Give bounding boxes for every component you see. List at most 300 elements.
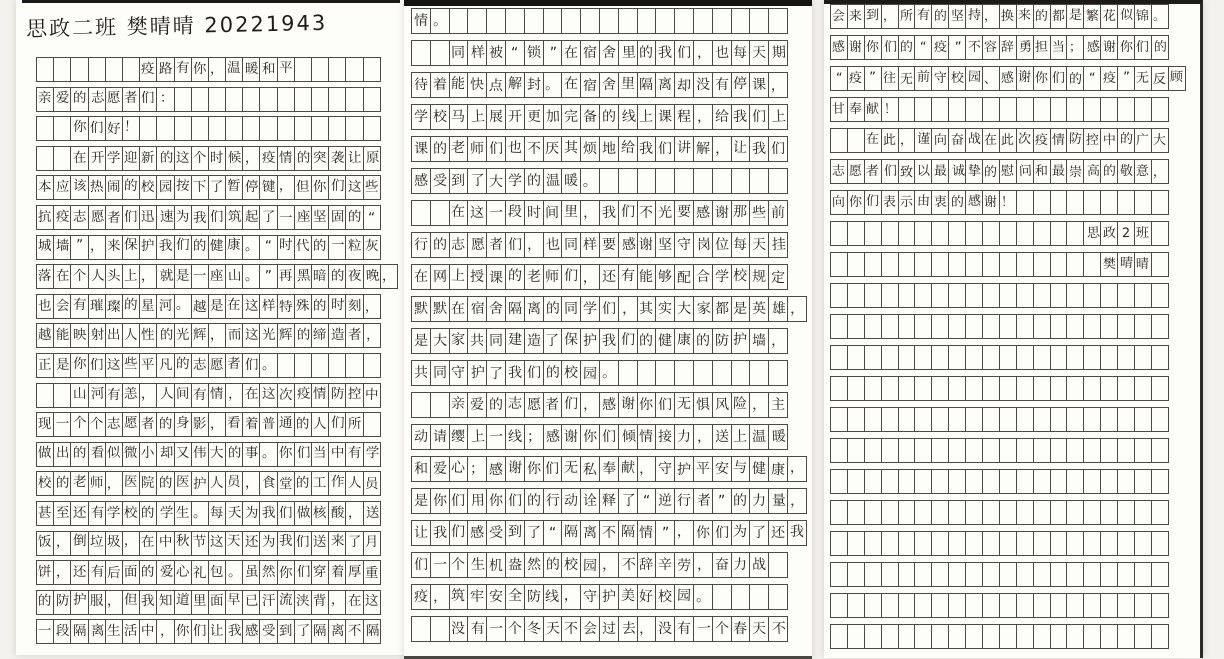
char-cell: 志 — [70, 205, 88, 230]
char-cell: 解 — [505, 72, 525, 98]
grid-row — [411, 360, 807, 386]
char-cell: 情 — [637, 424, 657, 450]
char-cell — [965, 500, 983, 525]
char-cell: ， — [242, 471, 260, 496]
char-cell: ， — [637, 616, 657, 642]
char-cell: 暗 — [311, 264, 329, 289]
char-cell: 身 — [174, 412, 192, 437]
char-cell: 校 — [948, 66, 966, 91]
char-cell: 你 — [311, 175, 329, 200]
char-cell: 线 — [618, 104, 638, 130]
char-cell: 礼 — [191, 560, 209, 585]
char-cell: 奋 — [712, 552, 732, 578]
char-cell: 在 — [225, 294, 243, 319]
char-cell — [731, 8, 751, 34]
char-cell: 汗 — [259, 590, 277, 615]
char-cell — [1134, 190, 1152, 215]
char-cell: 的 — [1100, 159, 1118, 184]
student-header-note: 思政二班 樊晴晴 20221943 — [25, 10, 328, 42]
char-cell — [1117, 407, 1135, 432]
char-cell: 凡 — [156, 353, 174, 378]
char-cell — [1151, 252, 1169, 277]
char-cell: ； — [467, 456, 487, 482]
char-cell — [1016, 376, 1034, 401]
char-cell: 是 — [731, 296, 751, 322]
char-cell: 。 — [191, 501, 209, 526]
char-cell — [1083, 376, 1101, 401]
char-cell — [830, 531, 848, 556]
char-cell: 有 — [712, 72, 732, 98]
char-cell: 了 — [259, 205, 277, 230]
char-cell: ” — [948, 35, 966, 60]
char-cell: 授 — [467, 264, 487, 290]
char-cell — [1134, 624, 1152, 649]
char-cell: 们 — [505, 232, 525, 258]
char-cell — [328, 353, 346, 378]
char-cell: 还 — [242, 531, 260, 556]
char-cell: ， — [105, 590, 123, 615]
grid-row — [830, 221, 1186, 246]
char-cell: 是 — [53, 353, 71, 378]
char-cell — [1066, 97, 1084, 122]
char-cell — [1134, 407, 1152, 432]
char-cell: 映 — [70, 323, 88, 348]
char-cell — [965, 283, 983, 308]
char-cell: 筑 — [225, 205, 243, 230]
char-cell: 你 — [191, 57, 209, 82]
char-cell: 里 — [561, 200, 581, 226]
char-cell: 我 — [225, 619, 243, 644]
char-cell — [914, 376, 932, 401]
char-cell: 园 — [674, 584, 694, 610]
char-cell — [982, 221, 1000, 246]
char-cell: 没 — [693, 72, 713, 98]
char-cell: 我 — [191, 205, 209, 230]
char-cell: 让 — [731, 136, 751, 162]
char-cell: 人 — [311, 412, 329, 437]
char-cell — [1033, 97, 1051, 122]
char-cell — [948, 376, 966, 401]
char-cell: 天 — [749, 232, 769, 258]
char-cell: 冬 — [524, 616, 544, 642]
char-cell: ， — [208, 412, 226, 437]
grid-row — [830, 469, 1186, 494]
char-cell — [847, 531, 865, 556]
char-cell — [618, 8, 638, 34]
char-cell — [1151, 438, 1169, 463]
grid-row — [36, 235, 398, 260]
char-cell: 的 — [931, 4, 949, 29]
char-cell — [898, 221, 916, 246]
char-cell: 速 — [156, 205, 174, 230]
char-cell: 的 — [982, 159, 1000, 184]
char-cell: 师 — [88, 471, 106, 496]
char-cell — [53, 116, 71, 141]
char-cell: 坚 — [655, 232, 675, 258]
char-cell: 温 — [749, 424, 769, 450]
char-cell: 一 — [486, 200, 506, 226]
char-cell — [999, 624, 1017, 649]
char-cell: 封 — [524, 72, 544, 98]
char-cell: 看 — [88, 442, 106, 467]
char-cell: 解 — [693, 136, 713, 162]
char-cell: ， — [580, 200, 600, 226]
char-cell: 厌 — [543, 136, 563, 162]
char-cell: ， — [139, 264, 157, 289]
char-cell: 的 — [599, 104, 619, 130]
char-cell: 当 — [311, 442, 329, 467]
char-cell: 致 — [898, 159, 916, 184]
char-cell — [1100, 345, 1118, 370]
char-cell: 有 — [174, 57, 192, 82]
char-cell: 过 — [599, 616, 619, 642]
char-cell: 献 — [864, 97, 882, 122]
char-cell: 出 — [53, 442, 71, 467]
char-cell — [1117, 190, 1135, 215]
char-cell: 学 — [580, 296, 600, 322]
char-cell: 原 — [363, 146, 381, 171]
char-cell — [1066, 252, 1084, 277]
char-cell — [948, 345, 966, 370]
char-cell — [914, 221, 932, 246]
char-cell — [965, 376, 983, 401]
char-cell — [931, 252, 949, 277]
char-cell — [543, 8, 563, 34]
char-cell: 愿 — [105, 87, 123, 112]
char-cell: 迎 — [122, 146, 140, 171]
char-cell: 你 — [580, 424, 600, 450]
char-cell — [328, 87, 346, 112]
char-cell — [1066, 407, 1084, 432]
char-cell: 们 — [242, 353, 260, 378]
char-cell: 平 — [277, 57, 295, 82]
char-cell: 受 — [486, 520, 506, 546]
char-cell — [982, 345, 1000, 370]
char-cell — [36, 57, 54, 82]
char-cell: 做 — [36, 442, 54, 467]
char-cell: 不 — [561, 616, 581, 642]
char-cell — [1050, 314, 1068, 339]
char-cell: 有 — [914, 4, 932, 29]
char-cell: 爱 — [156, 560, 174, 585]
char-cell — [898, 500, 916, 525]
char-cell — [674, 360, 694, 386]
char-cell: ， — [208, 323, 226, 348]
char-cell: 挂 — [768, 232, 788, 258]
char-cell: 健 — [655, 328, 675, 354]
char-cell: 缔 — [311, 323, 329, 348]
char-cell: ； — [1066, 35, 1084, 60]
char-cell: 间 — [543, 200, 563, 226]
char-cell: 讲 — [674, 136, 694, 162]
char-cell — [948, 221, 966, 246]
char-cell: 人 — [208, 471, 226, 496]
char-cell — [982, 283, 1000, 308]
char-cell: 爱 — [430, 456, 450, 482]
char-cell: 了 — [749, 520, 769, 546]
char-cell: 让 — [208, 619, 226, 644]
char-cell: 护 — [674, 456, 694, 482]
char-cell — [768, 360, 788, 386]
char-cell: 挚 — [965, 159, 983, 184]
char-cell: 的 — [637, 40, 657, 66]
char-cell: 粒 — [345, 235, 363, 260]
char-cell: 广 — [1134, 128, 1152, 153]
grid-row — [411, 72, 807, 98]
char-cell: 锦 — [1134, 4, 1152, 29]
char-cell: 辉 — [277, 323, 295, 348]
grid-row — [830, 500, 1186, 525]
char-cell: 个 — [449, 552, 469, 578]
char-cell: 了 — [345, 531, 363, 556]
char-cell: 控 — [1083, 128, 1101, 153]
char-cell: 坚 — [948, 4, 966, 29]
char-cell: 风 — [712, 392, 732, 418]
char-cell: ， — [105, 471, 123, 496]
char-cell: 们 — [655, 392, 675, 418]
char-cell: 这 — [259, 383, 277, 408]
char-cell: 园 — [156, 175, 174, 200]
char-cell: 了 — [486, 360, 506, 386]
char-cell: 者 — [139, 412, 157, 437]
char-cell: 宿 — [580, 40, 600, 66]
grid-row — [36, 87, 398, 112]
char-cell — [1033, 438, 1051, 463]
char-cell: 至 — [53, 501, 71, 526]
char-cell: 座 — [208, 264, 226, 289]
char-cell: “ — [259, 235, 277, 260]
char-cell: 包 — [208, 560, 226, 585]
char-cell: 暖 — [242, 57, 260, 82]
char-cell: 不 — [599, 520, 619, 546]
char-cell: 动 — [411, 424, 431, 450]
char-cell — [1016, 221, 1034, 246]
char-cell — [982, 97, 1000, 122]
char-cell: 烦 — [580, 136, 600, 162]
char-cell — [599, 168, 619, 194]
char-cell: ” — [259, 264, 277, 289]
char-cell — [36, 383, 54, 408]
char-cell: 似 — [105, 442, 123, 467]
char-cell: 河 — [88, 383, 106, 408]
char-cell: ， — [693, 552, 713, 578]
char-cell: 在 — [242, 383, 260, 408]
char-cell: 网 — [430, 264, 450, 290]
char-cell: 这 — [174, 146, 192, 171]
char-cell: 的 — [505, 264, 525, 290]
grid-row — [36, 294, 398, 319]
char-cell: 们 — [139, 87, 157, 112]
char-cell: 学 — [156, 501, 174, 526]
char-cell: 垃 — [88, 531, 106, 556]
char-cell — [1066, 500, 1084, 525]
char-cell: 不 — [637, 200, 657, 226]
char-cell: 校 — [561, 360, 581, 386]
char-cell — [830, 283, 848, 308]
char-cell: ， — [1151, 159, 1169, 184]
char-cell — [1066, 469, 1084, 494]
char-cell: 持 — [965, 4, 983, 29]
char-cell: 辞 — [999, 35, 1017, 60]
char-cell — [561, 8, 581, 34]
char-cell — [864, 624, 882, 649]
char-cell: 山 — [225, 264, 243, 289]
char-cell — [965, 593, 983, 618]
char-cell: 此 — [881, 128, 899, 153]
char-cell — [948, 407, 966, 432]
char-cell: 服 — [88, 590, 106, 615]
char-cell: 护 — [599, 584, 619, 610]
char-cell: 就 — [156, 264, 174, 289]
char-cell: 离 — [524, 296, 544, 322]
char-cell: 来 — [1016, 4, 1034, 29]
char-cell: 我 — [259, 501, 277, 526]
char-cell — [1016, 562, 1034, 587]
char-cell — [174, 116, 192, 141]
char-cell: 量 — [768, 488, 788, 514]
char-cell: 人 — [88, 264, 106, 289]
char-cell: 做 — [294, 501, 312, 526]
char-cell: 道 — [174, 590, 192, 615]
char-cell: 我 — [156, 235, 174, 260]
char-cell: 们 — [411, 552, 431, 578]
char-cell: 志 — [191, 353, 209, 378]
char-cell: 平 — [139, 353, 157, 378]
char-cell — [898, 283, 916, 308]
char-cell — [931, 407, 949, 432]
char-cell: 节 — [191, 531, 209, 556]
char-cell: 疫 — [294, 383, 312, 408]
char-cell: 不 — [618, 552, 638, 578]
char-cell: 核 — [311, 501, 329, 526]
char-cell: 着 — [430, 72, 450, 98]
char-cell: 老 — [524, 264, 544, 290]
grid-row — [830, 376, 1186, 401]
char-cell — [1066, 376, 1084, 401]
char-cell — [1100, 562, 1118, 587]
char-cell — [948, 314, 966, 339]
grid-row — [830, 66, 1186, 91]
char-cell: 感 — [411, 168, 431, 194]
char-cell: 战 — [965, 128, 983, 153]
char-cell: 谢 — [982, 190, 1000, 215]
char-cell — [898, 407, 916, 432]
char-cell — [898, 97, 916, 122]
char-cell: 够 — [655, 264, 675, 290]
char-cell: 好 — [105, 116, 123, 141]
char-cell — [277, 353, 295, 378]
char-cell: 志 — [88, 87, 106, 112]
char-cell: 我 — [731, 104, 751, 130]
char-cell — [1083, 593, 1101, 618]
char-cell — [999, 345, 1017, 370]
char-cell: 袭 — [328, 146, 346, 171]
char-cell: 们 — [543, 456, 563, 482]
char-cell: 情 — [637, 520, 657, 546]
char-cell: 迅 — [139, 205, 157, 230]
char-cell: 其 — [561, 136, 581, 162]
char-cell: 无 — [561, 456, 581, 482]
grid-row — [830, 159, 1186, 184]
char-cell: 还 — [768, 520, 788, 546]
char-cell: 为 — [174, 205, 192, 230]
char-cell — [1100, 283, 1118, 308]
char-cell — [430, 392, 450, 418]
char-cell: 一 — [486, 616, 506, 642]
char-cell: 我 — [787, 520, 807, 546]
char-cell — [1151, 345, 1169, 370]
char-cell — [1100, 469, 1118, 494]
char-cell: 课 — [411, 136, 431, 162]
char-cell: 健 — [208, 235, 226, 260]
char-cell — [749, 360, 769, 386]
grid-row — [411, 584, 807, 610]
char-cell — [1117, 562, 1135, 587]
char-cell — [931, 593, 949, 618]
char-cell: 性 — [139, 323, 157, 348]
char-cell: 为 — [259, 531, 277, 556]
char-cell: 爱 — [53, 87, 71, 112]
char-cell — [1117, 469, 1135, 494]
char-cell — [931, 314, 949, 339]
char-cell: 你 — [693, 520, 713, 546]
char-cell: 通 — [277, 412, 295, 437]
char-cell: 情 — [208, 383, 226, 408]
char-cell: 不 — [965, 35, 983, 60]
char-cell — [864, 221, 882, 246]
char-cell: 已 — [242, 590, 260, 615]
char-cell — [864, 562, 882, 587]
char-cell — [345, 57, 363, 82]
char-cell: 诠 — [580, 488, 600, 514]
char-cell: 防 — [53, 590, 71, 615]
char-cell: 人 — [122, 323, 140, 348]
char-cell: 防 — [712, 328, 732, 354]
char-cell: 最 — [931, 159, 949, 184]
char-cell — [847, 500, 865, 525]
char-cell: 一 — [277, 205, 295, 230]
char-cell: 春 — [731, 616, 751, 642]
char-cell — [36, 146, 54, 171]
char-cell: 动 — [561, 488, 581, 514]
char-cell — [1134, 593, 1152, 618]
char-cell — [830, 562, 848, 587]
char-cell: 让 — [411, 520, 431, 546]
char-cell: 的 — [637, 328, 657, 354]
char-cell — [999, 407, 1017, 432]
char-cell: 厚 — [345, 560, 363, 585]
char-cell — [914, 438, 932, 463]
char-cell — [1016, 500, 1034, 525]
char-cell — [965, 407, 983, 432]
char-cell: 感 — [693, 200, 713, 226]
char-cell: 生 — [467, 552, 487, 578]
char-cell — [1050, 531, 1068, 556]
char-cell — [830, 624, 848, 649]
char-cell — [1134, 438, 1152, 463]
char-cell: 医 — [122, 471, 140, 496]
char-cell: 我 — [505, 360, 525, 386]
char-cell — [242, 87, 260, 112]
char-cell: 其 — [637, 296, 657, 322]
char-cell: 在 — [53, 264, 71, 289]
char-cell: 感 — [830, 35, 848, 60]
grid-row — [36, 116, 398, 141]
char-cell: 中 — [139, 619, 157, 644]
char-cell — [430, 40, 450, 66]
char-cell: ， — [363, 323, 381, 348]
char-cell: 在 — [449, 200, 469, 226]
